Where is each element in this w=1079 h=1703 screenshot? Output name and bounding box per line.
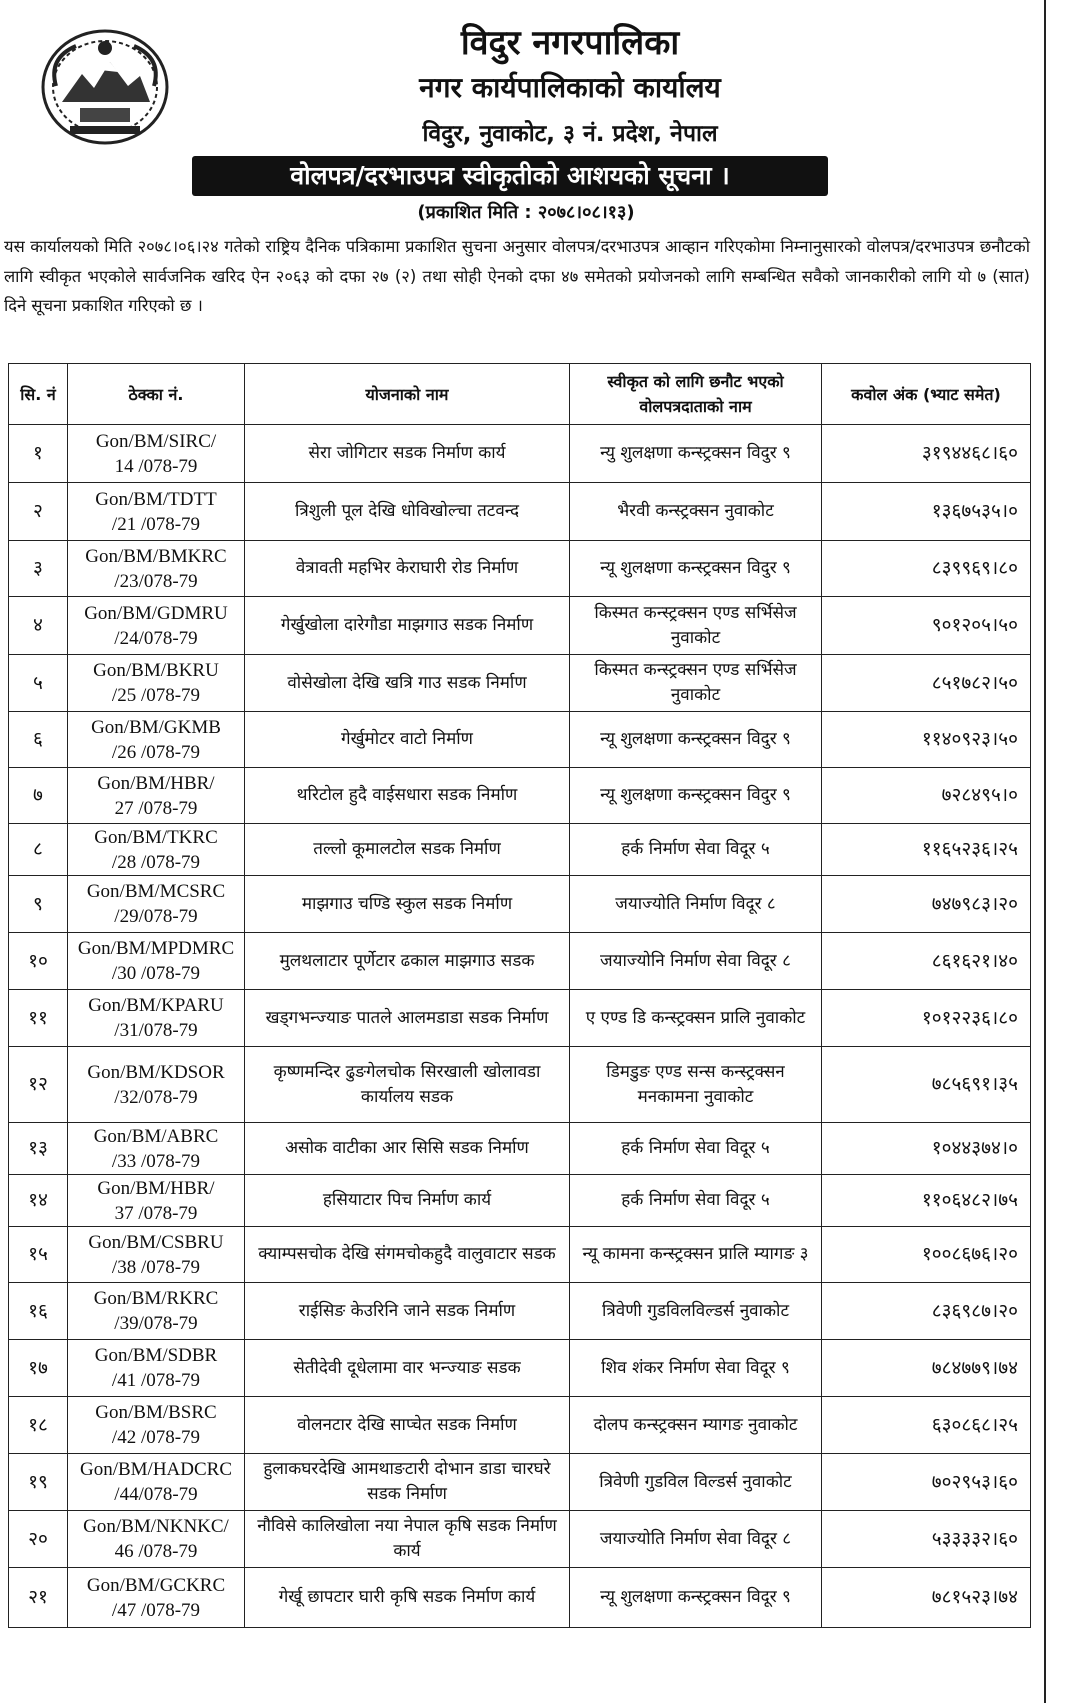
- table-row: [9, 933, 1031, 990]
- notice-title: वोलपत्र/दरभाउपत्र स्वीकृतीको आशयको सूचना ।: [192, 156, 828, 196]
- amount-cell: ८६१६२१।४०: [822, 933, 1031, 990]
- contract-no-cell: Gon/BM/NKNKC/ 46 /078-79: [68, 1511, 245, 1568]
- amount-cell: ११०६४८२।७५: [822, 1175, 1031, 1227]
- amount-cell: ७८१५२३।७४: [822, 1568, 1031, 1628]
- table-row: [9, 768, 1031, 824]
- bidder-name-cell: न्यू शुलक्षणा कन्स्ट्रक्सन विदुर ९: [570, 712, 822, 768]
- contract-no-cell: Gon/BM/KDSOR /32/078-79: [68, 1047, 245, 1123]
- bidder-name-cell: हर्क निर्माण सेवा विदूर ५: [570, 1123, 822, 1175]
- project-name-cell: मुलथलाटार पूर्णेटार ढकाल माझगाउ सडक: [245, 933, 570, 990]
- amount-cell: ७८५६९१।३५: [822, 1047, 1031, 1123]
- serial-cell: १: [9, 425, 68, 483]
- amount-cell: ६३०८६८।२५: [822, 1397, 1031, 1454]
- office-address: विदुर, नुवाकोट, ३ नं. प्रदेश, नेपाल: [422, 121, 718, 147]
- bidder-name-cell: शिव शंकर निर्माण सेवा विदूर ९: [570, 1340, 822, 1397]
- project-name-cell: तल्लो कूमालटोल सडक निर्माण: [245, 824, 570, 876]
- project-name-cell: गेर्खुखोला दारेगौडा माझगाउ सडक निर्माण: [245, 597, 570, 655]
- serial-cell: १३: [9, 1123, 68, 1175]
- header-amount: कवोल अंक (भ्याट समेत): [822, 364, 1031, 425]
- project-name-cell: थरिटोल हुदै वाईसधारा सडक निर्माण: [245, 768, 570, 824]
- bidder-name-cell: हर्क निर्माण सेवा विदूर ५: [570, 1175, 822, 1227]
- serial-cell: ६: [9, 712, 68, 768]
- project-name-cell: सेरा जोगिटार सडक निर्माण कार्य: [245, 425, 570, 483]
- amount-cell: ३१९४४६८।६०: [822, 425, 1031, 483]
- project-name-cell: गेर्खू छापटार घारी कृषि सडक निर्माण कार्य: [245, 1568, 570, 1628]
- bidder-name-cell: किस्मत कन्स्ट्रक्सन एण्ड सर्भिसेज नुवाकोट: [570, 655, 822, 712]
- serial-cell: १८: [9, 1397, 68, 1454]
- contract-no-cell: Gon/BM/TKRC /28 /078-79: [68, 824, 245, 876]
- contract-no-cell: Gon/BM/MPDMRC /30 /078-79: [68, 933, 245, 990]
- nepal-emblem-logo: [40, 28, 170, 146]
- table-row: [9, 824, 1031, 876]
- serial-cell: ८: [9, 824, 68, 876]
- contract-no-cell: Gon/BM/MCSRC /29/078-79: [68, 876, 245, 933]
- bidder-name-cell: जयाज्योति निर्माण विदूर ८: [570, 876, 822, 933]
- amount-cell: ७४७९८३।२०: [822, 876, 1031, 933]
- serial-cell: १०: [9, 933, 68, 990]
- amount-cell: १०१२२३६।८०: [822, 990, 1031, 1047]
- bidder-name-cell: त्रिवेणी गुडविल विल्डर्स नुवाकोट: [570, 1454, 822, 1511]
- contract-no-cell: Gon/BM/SDBR /41 /078-79: [68, 1340, 245, 1397]
- contract-no-cell: Gon/BM/ABRC /33 /078-79: [68, 1123, 245, 1175]
- table-header-row: [9, 364, 1031, 425]
- municipality-name: विदुर नगरपालिका: [460, 23, 680, 63]
- serial-cell: १५: [9, 1227, 68, 1283]
- project-name-cell: त्रिशुली पूल देखि धोविखोल्चा तटवन्द: [245, 483, 570, 541]
- amount-cell: ७०२९५३।६०: [822, 1454, 1031, 1511]
- project-name-cell: राईसिङ केउरिनि जाने सडक निर्माण: [245, 1283, 570, 1340]
- header-contract-no: ठेक्का नं.: [68, 364, 245, 425]
- contract-no-cell: Gon/BM/HBR/ 27 /078-79: [68, 768, 245, 824]
- project-name-cell: असोक वाटीका आर सिसि सडक निर्माण: [245, 1123, 570, 1175]
- serial-cell: २: [9, 483, 68, 541]
- table-row: [9, 483, 1031, 541]
- amount-cell: १०४४३७४।०: [822, 1123, 1031, 1175]
- serial-cell: १२: [9, 1047, 68, 1123]
- header-project-name: योजनाको नाम: [245, 364, 570, 425]
- project-name-cell: हुलाकघरदेखि आमथाङटारी दोभान डाडा चारघरे सडक निर्माण: [245, 1454, 570, 1511]
- bidder-name-cell: भैरवी कन्स्ट्रक्सन नुवाकोट: [570, 483, 822, 541]
- table-row: [9, 541, 1031, 597]
- table-row: [9, 1568, 1031, 1628]
- serial-cell: २१: [9, 1568, 68, 1628]
- project-name-cell: वेत्रावती महभिर केराघारी रोड निर्माण: [245, 541, 570, 597]
- office-name: नगर कार्यपालिकाको कार्यालय: [419, 71, 721, 104]
- contract-no-cell: Gon/BM/BSRC /42 /078-79: [68, 1397, 245, 1454]
- contract-no-cell: Gon/BM/HBR/ 37 /078-79: [68, 1175, 245, 1227]
- amount-cell: १००८६७६।२०: [822, 1227, 1031, 1283]
- serial-cell: ५: [9, 655, 68, 712]
- bidder-name-cell: न्यू शुलक्षणा कन्स्ट्रक्सन विदुर ९: [570, 541, 822, 597]
- amount-cell: ११६५२३६।२५: [822, 824, 1031, 876]
- project-name-cell: नौविसे कालिखोला नया नेपाल कृषि सडक निर्माण कार्य: [245, 1511, 570, 1568]
- project-name-cell: क्याम्पसचोक देखि संगमचोकहुदै वालुवाटार सडक: [245, 1227, 570, 1283]
- project-name-cell: माझगाउ चण्डि स्कुल सडक निर्माण: [245, 876, 570, 933]
- bidder-name-cell: त्रिवेणी गुडविलविल्डर्स नुवाकोट: [570, 1283, 822, 1340]
- table-row: [9, 1454, 1031, 1511]
- table-row: [9, 1047, 1031, 1123]
- table-row: [9, 1283, 1031, 1340]
- serial-cell: ४: [9, 597, 68, 655]
- table-row: [9, 1511, 1031, 1568]
- bidder-name-cell: किस्मत कन्स्ट्रक्सन एण्ड सर्भिसेज नुवाकोट: [570, 597, 822, 655]
- header-serial: सि. नं: [9, 364, 68, 425]
- table-row: [9, 1175, 1031, 1227]
- contract-no-cell: Gon/BM/CSBRU /38 /078-79: [68, 1227, 245, 1283]
- amount-cell: ८३६९८७।२०: [822, 1283, 1031, 1340]
- contract-no-cell: Gon/BM/TDTT /21 /078-79: [68, 483, 245, 541]
- project-name-cell: वोसेखोला देखि खत्रि गाउ सडक निर्माण: [245, 655, 570, 712]
- contract-no-cell: Gon/BM/SIRC/ 14 /078-79: [68, 425, 245, 483]
- serial-cell: ३: [9, 541, 68, 597]
- table-row: [9, 990, 1031, 1047]
- contract-no-cell: Gon/BM/BKRU /25 /078-79: [68, 655, 245, 712]
- amount-cell: १३६७५३५।०: [822, 483, 1031, 541]
- project-name-cell: सेतीदेवी दूधेलामा वार भन्ज्याङ सडक: [245, 1340, 570, 1397]
- amount-cell: ११४०९२३।५०: [822, 712, 1031, 768]
- table-row: [9, 876, 1031, 933]
- table-row: [9, 1123, 1031, 1175]
- serial-cell: २०: [9, 1511, 68, 1568]
- table-row: [9, 655, 1031, 712]
- bid-table: [8, 363, 1031, 1628]
- amount-cell: ७८४७७९।७४: [822, 1340, 1031, 1397]
- bidder-name-cell: डिमडुङ एण्ड सन्स कन्स्ट्रक्सन मनकामना नुवाकोट: [570, 1047, 822, 1123]
- serial-cell: १७: [9, 1340, 68, 1397]
- bidder-name-cell: जयाज्योति निर्माण सेवा विदूर ८: [570, 1511, 822, 1568]
- contract-no-cell: Gon/BM/HADCRC /44/078-79: [68, 1454, 245, 1511]
- amount-cell: ८५१७८२।५०: [822, 655, 1031, 712]
- header-bidder-name: स्वीकृत को लागि छनौट भएको वोलपत्रदाताको नाम: [570, 364, 822, 425]
- bidder-name-cell: न्यू शुलक्षणा कन्स्ट्रक्सन विदुर ९: [570, 768, 822, 824]
- amount-cell: ७२८४९५।०: [822, 768, 1031, 824]
- contract-no-cell: Gon/BM/GCKRC /47 /078-79: [68, 1568, 245, 1628]
- bidder-name-cell: हर्क निर्माण सेवा विदूर ५: [570, 824, 822, 876]
- table-body: [9, 425, 1031, 1628]
- serial-cell: १४: [9, 1175, 68, 1227]
- published-date: (प्रकाशित मिति : २०७८।०८।१३): [417, 202, 635, 223]
- project-name-cell: हसियाटार पिच निर्माण कार्य: [245, 1175, 570, 1227]
- table-row: [9, 1227, 1031, 1283]
- serial-cell: १९: [9, 1454, 68, 1511]
- project-name-cell: कृष्णमन्दिर ढुङगेलचोक सिरखाली खोलावडा कार्यालय सडक: [245, 1047, 570, 1123]
- contract-no-cell: Gon/BM/GKMB /26 /078-79: [68, 712, 245, 768]
- serial-cell: ९: [9, 876, 68, 933]
- project-name-cell: खड्गभन्ज्याङ पातले आलमडाडा सडक निर्माण: [245, 990, 570, 1047]
- table-row: [9, 1340, 1031, 1397]
- bidder-name-cell: न्यू कामना कन्स्ट्रक्सन प्रालि म्यागङ ३: [570, 1227, 822, 1283]
- bidder-name-cell: दोलप कन्स्ट्रक्सन म्यागङ नुवाकोट: [570, 1397, 822, 1454]
- project-name-cell: वोलनटार देखि साप्चेत सडक निर्माण: [245, 1397, 570, 1454]
- contract-no-cell: Gon/BM/GDMRU /24/078-79: [68, 597, 245, 655]
- serial-cell: ७: [9, 768, 68, 824]
- contract-no-cell: Gon/BM/BMKRC /23/078-79: [68, 541, 245, 597]
- amount-cell: ८३९९६९।८०: [822, 541, 1031, 597]
- amount-cell: ५३३३३२।६०: [822, 1511, 1031, 1568]
- bidder-name-cell: न्यू शुलक्षणा कन्स्ट्रक्सन विदूर ९: [570, 1568, 822, 1628]
- table-row: [9, 712, 1031, 768]
- serial-cell: १६: [9, 1283, 68, 1340]
- bidder-name-cell: न्यु शुलक्षणा कन्स्ट्रक्सन विदुर ९: [570, 425, 822, 483]
- table-row: [9, 1397, 1031, 1454]
- amount-cell: ९०१२०५।५०: [822, 597, 1031, 655]
- bidder-name-cell: ए एण्ड डि कन्स्ट्रक्सन प्रालि नुवाकोट: [570, 990, 822, 1047]
- contract-no-cell: Gon/BM/KPARU /31/078-79: [68, 990, 245, 1047]
- bidder-name-cell: जयाज्योनि निर्माण सेवा विदूर ८: [570, 933, 822, 990]
- table-row: [9, 425, 1031, 483]
- contract-no-cell: Gon/BM/RKRC /39/078-79: [68, 1283, 245, 1340]
- table-row: [9, 597, 1031, 655]
- intro-paragraph: यस कार्यालयको मिति २०७८।०६।२४ गतेको राष्ट्रिय दैनिक पत्रिकामा प्रकाशित सुचना अनुसार वोलपत्र/दरभाउपत्र आव्हान गरिएकोमा निम्नानुसारको वोलपत्र/दरभाउपत्र छनौटको लागि स्वीकृत भएकोले सार्वजनिक खरिद ऐन २०६३ को दफा २७ (२) तथा सोही ऐनको दफा ४७ समेतको प्रयोजनको लागि सम्बन्धित सवैको जानकारीको लागि यो ७ (सात) दिने सूचना प्रकाशित गरिएको छ ।: [4, 237, 1030, 315]
- serial-cell: ११: [9, 990, 68, 1047]
- project-name-cell: गेर्खुमोटर वाटो निर्माण: [245, 712, 570, 768]
